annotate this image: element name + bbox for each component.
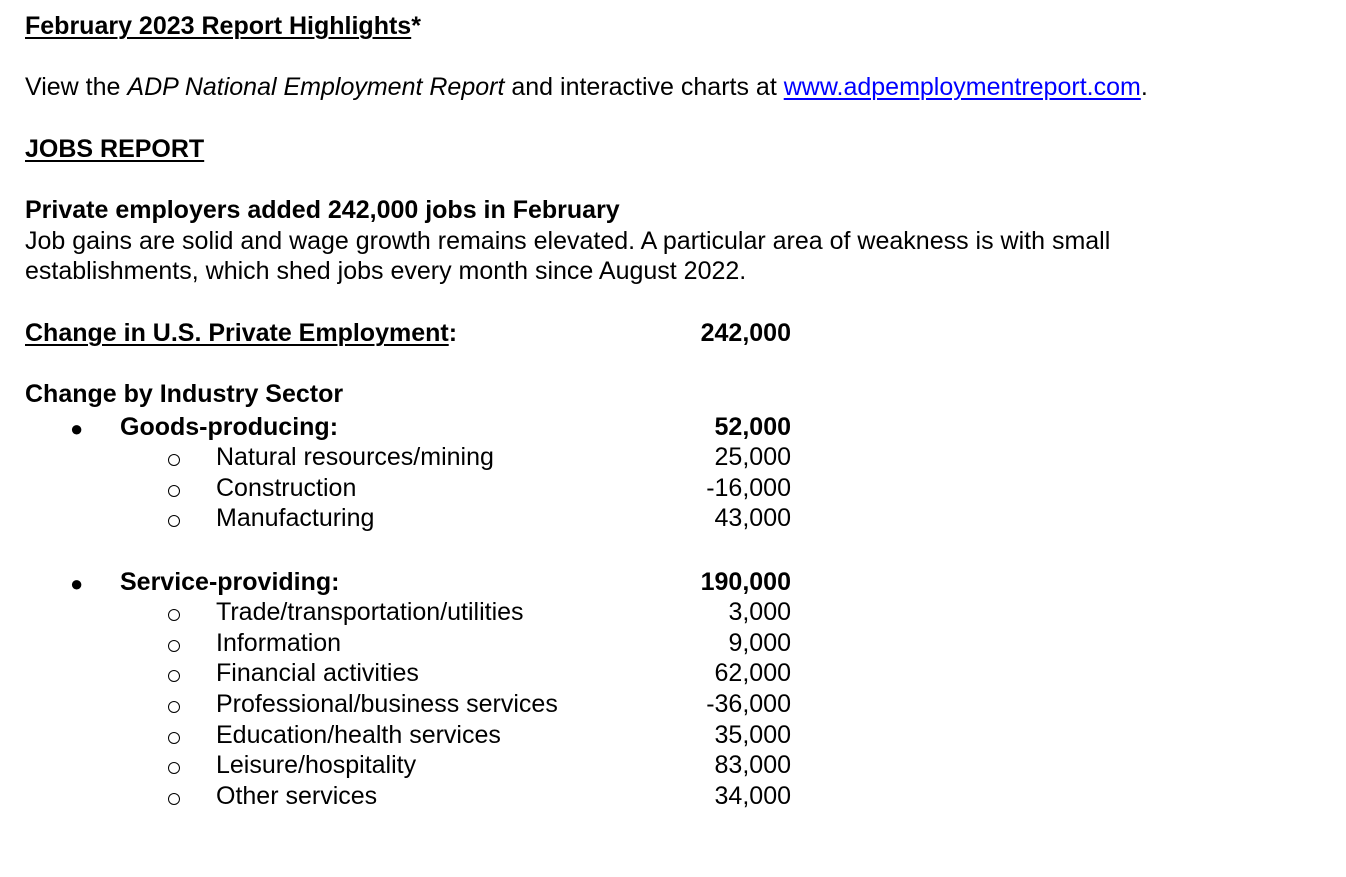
circle-bullet-icon <box>168 793 180 805</box>
intro-middle: and interactive charts at <box>504 73 784 101</box>
subsector-value: 35,000 <box>714 721 791 749</box>
intro-line <box>25 75 1148 100</box>
total-label-text: Change in U.S. Private Employment <box>25 319 449 347</box>
circle-bullet-icon <box>168 701 180 713</box>
subsector-label: Leisure/hospitality <box>216 751 417 779</box>
circle-bullet-icon <box>168 762 180 774</box>
subsector-label: Financial activities <box>216 659 419 687</box>
subsector-label: Other services <box>216 782 378 810</box>
circle-bullet-icon <box>168 454 180 466</box>
circle-bullet-icon <box>168 609 180 621</box>
adp-report-link[interactable]: www.adpemploymentreport.com <box>783 73 1141 101</box>
total-label-colon: : <box>448 319 458 347</box>
subsector-label: Education/health services <box>216 721 501 749</box>
subsector-value: 25,000 <box>714 443 791 471</box>
industry-heading: Change by Industry Sector <box>25 380 344 408</box>
summary-headline: Private employers added 242,000 jobs in February <box>25 196 620 224</box>
sector-value: 190,000 <box>700 568 791 596</box>
subsector-value: 3,000 <box>728 598 791 626</box>
subsector-value: 34,000 <box>714 782 791 810</box>
summary-body-line-2: establishments, which shed jobs every month since August 2022. <box>25 257 747 285</box>
bullet-icon: ● <box>70 571 84 596</box>
circle-bullet-icon <box>168 485 180 497</box>
subsector-label: Construction <box>216 474 357 502</box>
subsector-label: Manufacturing <box>216 504 375 532</box>
subsector-value: -36,000 <box>706 690 791 718</box>
subsector-label: Natural resources/mining <box>216 443 494 471</box>
intro-suffix: . <box>1140 73 1148 101</box>
report-title-asterisk: * <box>411 12 421 40</box>
section-title: JOBS REPORT <box>25 135 205 163</box>
circle-bullet-icon <box>168 732 180 744</box>
circle-bullet-icon <box>168 515 180 527</box>
subsector-value: 9,000 <box>728 629 791 657</box>
subsector-value: 62,000 <box>714 659 791 687</box>
subsector-value: -16,000 <box>706 474 791 502</box>
intro-prefix: View the <box>25 73 128 101</box>
sector-value: 52,000 <box>714 413 791 441</box>
sector-label: Service-providing: <box>120 568 340 596</box>
subsector-label: Information <box>216 629 342 657</box>
report-title-text: February 2023 Report Highlights <box>25 12 412 40</box>
circle-bullet-icon <box>168 640 180 652</box>
total-label <box>25 321 457 346</box>
bullet-icon: ● <box>70 416 84 441</box>
report-title <box>25 14 421 39</box>
total-value: 242,000 <box>700 319 791 347</box>
subsector-label: Professional/business services <box>216 690 558 718</box>
subsector-label: Trade/transportation/utilities <box>216 598 524 626</box>
summary-body-line-1: Job gains are solid and wage growth remains elevated. A particular area of weakness is with small <box>25 227 1111 255</box>
subsector-value: 43,000 <box>714 504 791 532</box>
sector-label: Goods-producing: <box>120 413 339 441</box>
circle-bullet-icon <box>168 670 180 682</box>
intro-report-name: ADP National Employment Report <box>127 73 505 101</box>
subsector-value: 83,000 <box>714 751 791 779</box>
